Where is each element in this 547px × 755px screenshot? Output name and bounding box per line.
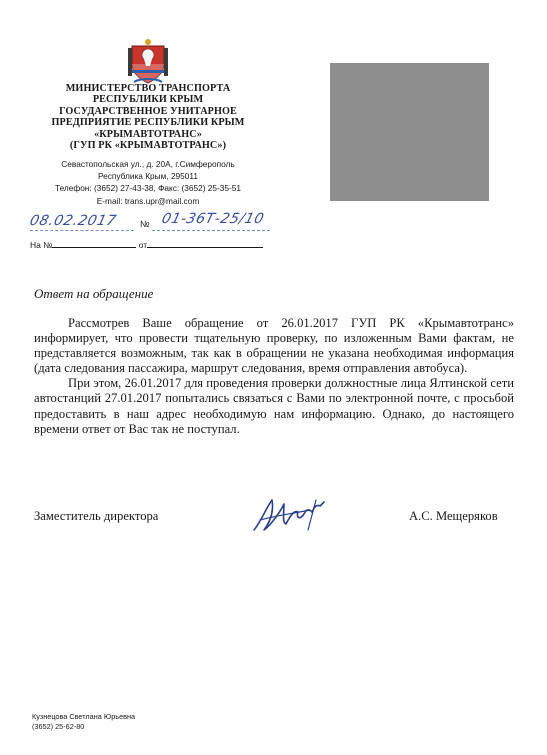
body-paragraph: Рассмотрев Ваше обращение от 26.01.2017 ГУП РК «Крымавтотранс» информирует, что провести тщательную проверку, по изложенным Вами фактам, не представляется возможным, так как в обращении не указана необходимая информация (дата следования пассажира, маршрут следования, время отправления автобуса). [34, 316, 514, 376]
org-name-line: МИНИСТЕРСТВО ТРАНСПОРТА [65, 83, 231, 94]
number-sign: № [140, 219, 150, 229]
reference-number-blank [52, 239, 136, 248]
org-name-line: «КРЫМАВТОТРАНС» [94, 128, 202, 140]
handwritten-signature [250, 490, 330, 538]
body-paragraph: При этом, 26.01.2017 для проведения проверки должностные лица Ялтинской сети автостанций 27.01.2017 попытались связаться с Вами по электронной почте, с просьбой предоставить в наш адрес необходимую нам информацию. Однако, до настоящего времени ответ от Вас так не поступал. [34, 376, 514, 436]
number-dashed-line [152, 230, 270, 231]
org-name-line: РЕСПУБЛИКИ КРЫМ [92, 94, 204, 106]
signer-title: Заместитель директора [34, 509, 159, 523]
crimea-coat-of-arms-icon [126, 38, 170, 84]
executor-name: Кузнецова Светлана Юрьевна [32, 712, 136, 721]
redacted-recipient-block [330, 63, 489, 201]
outgoing-registration [30, 206, 270, 236]
signer-name: А.С. Мещеряков [409, 509, 498, 523]
org-name-line: ПРЕДПРИЯТИЕ РЕСПУБЛИКИ КРЫМ [51, 117, 245, 129]
letter-body [34, 316, 514, 437]
outgoing-number: 01-36Т-25/10 [160, 211, 266, 227]
outgoing-date: 08.02.2017 [28, 213, 119, 229]
date-dashed-line [30, 230, 134, 231]
reference-line [30, 239, 263, 250]
org-name-line: (ГУП РК «КРЫМАВТОТРАНС») [69, 140, 227, 152]
email-line: E-mail: trans.upr@mail.com [96, 195, 200, 206]
organization-address-block [48, 158, 248, 207]
address-line: Республика Крым, 295011 [97, 171, 199, 182]
address-line: Севастопольская ул., д. 20А, г.Симферополь [61, 159, 235, 169]
organization-name-block [48, 83, 248, 151]
letter-subject: Ответ на обращение [34, 286, 154, 301]
phone-fax-line: Телефон: (3652) 27-43-38, Факс: (3652) 25-35-51 [54, 183, 242, 194]
org-name-line: ГОСУДАРСТВЕННОЕ УНИТАРНОЕ [59, 105, 237, 117]
reference-date-blank [147, 239, 263, 248]
reference-prefix: На № [30, 240, 53, 250]
reference-from: от [138, 240, 148, 250]
executor-block [32, 712, 135, 732]
executor-phone: (3652) 25-62-80 [32, 722, 85, 731]
